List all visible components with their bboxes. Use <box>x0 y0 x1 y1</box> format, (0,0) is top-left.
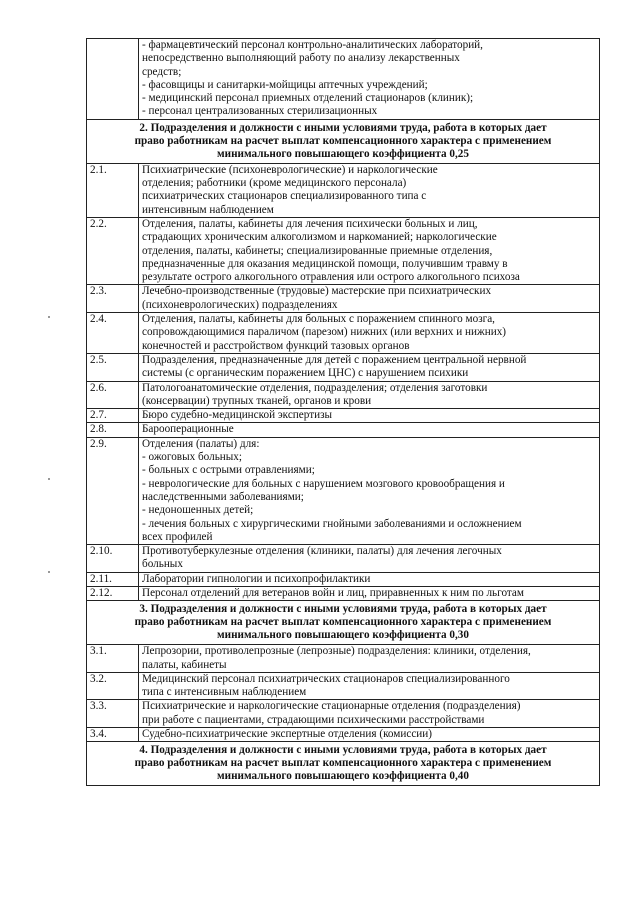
row-text-cell <box>139 313 600 354</box>
row-text-cell <box>139 409 600 423</box>
row-number: 2.4. <box>87 313 139 354</box>
section-header-line: право работникам на расчет выплат компенсационного характера с применением <box>134 757 552 770</box>
text-line: Противотуберкулезные отделения (клиники, палаты) для лечения легочных <box>142 545 502 558</box>
table-row <box>87 381 600 409</box>
table-row <box>87 423 600 437</box>
table-row-top <box>87 39 600 120</box>
coefficients-table <box>86 38 600 786</box>
row-text-cell <box>139 700 600 728</box>
text-line: наследственными заболеваниями; <box>142 490 304 503</box>
section-header-line: 4. Подразделения и должности с иными условиями труда, работа в которых дает <box>139 744 547 757</box>
section-header-line: право работникам на расчет выплат компенсационного характера с применением <box>134 616 552 629</box>
text-line: Персонал отделений для ветеранов войн и лиц, приравненных к ним по льготам <box>142 586 524 599</box>
row-text-cell <box>139 645 600 673</box>
text-line: - лечения больных с хирургическими гнойными заболеваниями и осложнением <box>142 517 522 530</box>
text-line: Лечебно-производственные (трудовые) мастерские при психиатрических <box>142 285 492 298</box>
row-number: 2.3. <box>87 285 139 313</box>
row-number: 2.12. <box>87 586 139 600</box>
row-text-cell <box>139 353 600 381</box>
text-line: Психиатрические и наркологические стационарные отделения (подразделения) <box>142 700 521 713</box>
text-line: сопровождающимися параличом (парезом) нижних (или верхних и нижних) <box>142 326 507 339</box>
section-header-row <box>87 742 600 786</box>
row-number: 2.5. <box>87 353 139 381</box>
row-number: 3.2. <box>87 672 139 700</box>
row-text-cell <box>139 672 600 700</box>
margin-mark <box>48 571 50 573</box>
text-line: Медицинский персонал психиатрических стационаров специализированного <box>142 672 510 685</box>
section-header-row <box>87 601 600 645</box>
text-line: больных <box>142 558 183 571</box>
text-line: результате острого алкогольного отравления или острого алкогольного психоза <box>142 271 520 284</box>
margin-mark <box>48 478 50 480</box>
text-line: интенсивным наблюдением <box>142 203 274 216</box>
row-text-cell <box>139 39 600 120</box>
text-line: страдающих хроническим алкоголизмом и наркоманией; наркологические <box>142 231 497 244</box>
row-number: 2.1. <box>87 163 139 217</box>
text-line: Отделения, палаты, кабинеты для больных с поражением спинного мозга, <box>142 313 495 326</box>
text-line: (консервации) трупных тканей, органов и крови <box>142 394 372 407</box>
row-text-cell <box>139 381 600 409</box>
text-line: конечностей и расстройством функций тазовых органов <box>142 339 410 352</box>
text-line: типа с интенсивным наблюдением <box>142 686 307 699</box>
text-line: (психоневрологических) подразделениях <box>142 298 338 311</box>
text-line: психиатрических стационаров специализированного типа с <box>142 190 427 203</box>
text-line: Барооперационные <box>142 423 234 436</box>
row-number: 3.1. <box>87 645 139 673</box>
section-header-line: минимального повышающего коэффициента 0,25 <box>217 147 469 160</box>
row-text-cell <box>139 217 600 284</box>
section-header-line: 3. Подразделения и должности с иными условиями труда, работа в которых дает <box>139 603 547 616</box>
text-line: Патологоанатомические отделения, подразделения; отделения заготовки <box>142 381 488 394</box>
text-line: Лаборатории гипнологии и психопрофилактики <box>142 572 371 585</box>
row-text-cell <box>139 586 600 600</box>
section-header-line: минимального повышающего коэффициента 0,30 <box>217 629 469 642</box>
row-number: 2.10. <box>87 545 139 573</box>
text-line: Судебно-психиатрические экспертные отделения (комиссии) <box>142 728 433 741</box>
text-line: Лепрозории, противолепрозные (лепрозные) подразделения: клиники, отделения, <box>142 645 531 658</box>
table-row <box>87 163 600 217</box>
row-text-cell <box>139 545 600 573</box>
table-row <box>87 586 600 600</box>
text-line: Бюро судебно-медицинской экспертизы <box>142 409 333 422</box>
row-text-cell <box>139 728 600 742</box>
text-line: - неврологические для больных с нарушением мозгового кровообращения и <box>142 477 505 490</box>
table-row <box>87 645 600 673</box>
table-row <box>87 700 600 728</box>
section-header-row <box>87 119 600 163</box>
text-line: средств; <box>142 65 182 78</box>
text-line: предназначенные для оказания медицинской помощи, получившим травму в <box>142 257 508 270</box>
table-row <box>87 437 600 544</box>
section-header <box>87 119 600 163</box>
table-row <box>87 313 600 354</box>
table-row <box>87 409 600 423</box>
text-line: непосредственно выполняющий работу по анализу лекарственных <box>142 52 460 65</box>
section-header <box>87 742 600 786</box>
table-row <box>87 572 600 586</box>
text-line: - больных с острыми отравлениями; <box>142 464 315 477</box>
row-text-cell <box>139 285 600 313</box>
text-line: системы (с органическим поражением ЦНС) с нарушением психики <box>142 367 469 380</box>
row-text-cell <box>139 572 600 586</box>
table-row <box>87 217 600 284</box>
row-number: 2.11. <box>87 572 139 586</box>
text-line: - медицинский персонал приемных отделений стационаров (клиник); <box>142 92 474 105</box>
text-line: при работе с пациентами, страдающими психическими расстройствами <box>142 713 485 726</box>
row-text-cell <box>139 423 600 437</box>
text-line: отделения; работники (кроме медицинского персонала) <box>142 177 407 190</box>
section-header <box>87 601 600 645</box>
table-body <box>87 39 600 786</box>
text-line: отделения, палаты, кабинеты; специализированные приемные отделения, <box>142 244 493 257</box>
section-header-line: 2. Подразделения и должности с иными условиями труда, работа в которых дает <box>139 121 547 134</box>
row-number: 2.9. <box>87 437 139 544</box>
text-line: - недоношенных детей; <box>142 504 254 517</box>
text-line: - фасовщицы и санитарки-мойщицы аптечных учреждений; <box>142 78 428 91</box>
table-row <box>87 353 600 381</box>
row-number: 3.4. <box>87 728 139 742</box>
text-line: всех профилей <box>142 530 213 543</box>
text-line: Подразделения, предназначенные для детей с поражением центральной нервной <box>142 353 527 366</box>
row-number: 3.3. <box>87 700 139 728</box>
row-number: 2.6. <box>87 381 139 409</box>
section-header-line: минимального повышающего коэффициента 0,40 <box>217 770 469 783</box>
section-header-line: право работникам на расчет выплат компенсационного характера с применением <box>134 134 552 147</box>
table-row <box>87 728 600 742</box>
text-line: - фармацевтический персонал контрольно-аналитических лабораторий, <box>142 39 483 51</box>
table-row <box>87 285 600 313</box>
text-line: палаты, кабинеты <box>142 658 227 671</box>
text-line: - персонал централизованных стерилизационных <box>142 105 378 118</box>
row-number: 2.7. <box>87 409 139 423</box>
row-number: 2.8. <box>87 423 139 437</box>
margin-mark <box>48 316 50 318</box>
text-line: Психиатрические (психоневрологические) и наркологические <box>142 163 438 176</box>
row-number: 2.2. <box>87 217 139 284</box>
row-text-cell <box>139 163 600 217</box>
text-line: Отделения, палаты, кабинеты для лечения психически больных и лиц, <box>142 217 478 230</box>
row-text-cell <box>139 437 600 544</box>
table-row <box>87 545 600 573</box>
table-row <box>87 672 600 700</box>
row-number-cell <box>87 39 139 120</box>
text-line: Отделения (палаты) для: <box>142 437 260 450</box>
text-line: - ожоговых больных; <box>142 451 243 464</box>
